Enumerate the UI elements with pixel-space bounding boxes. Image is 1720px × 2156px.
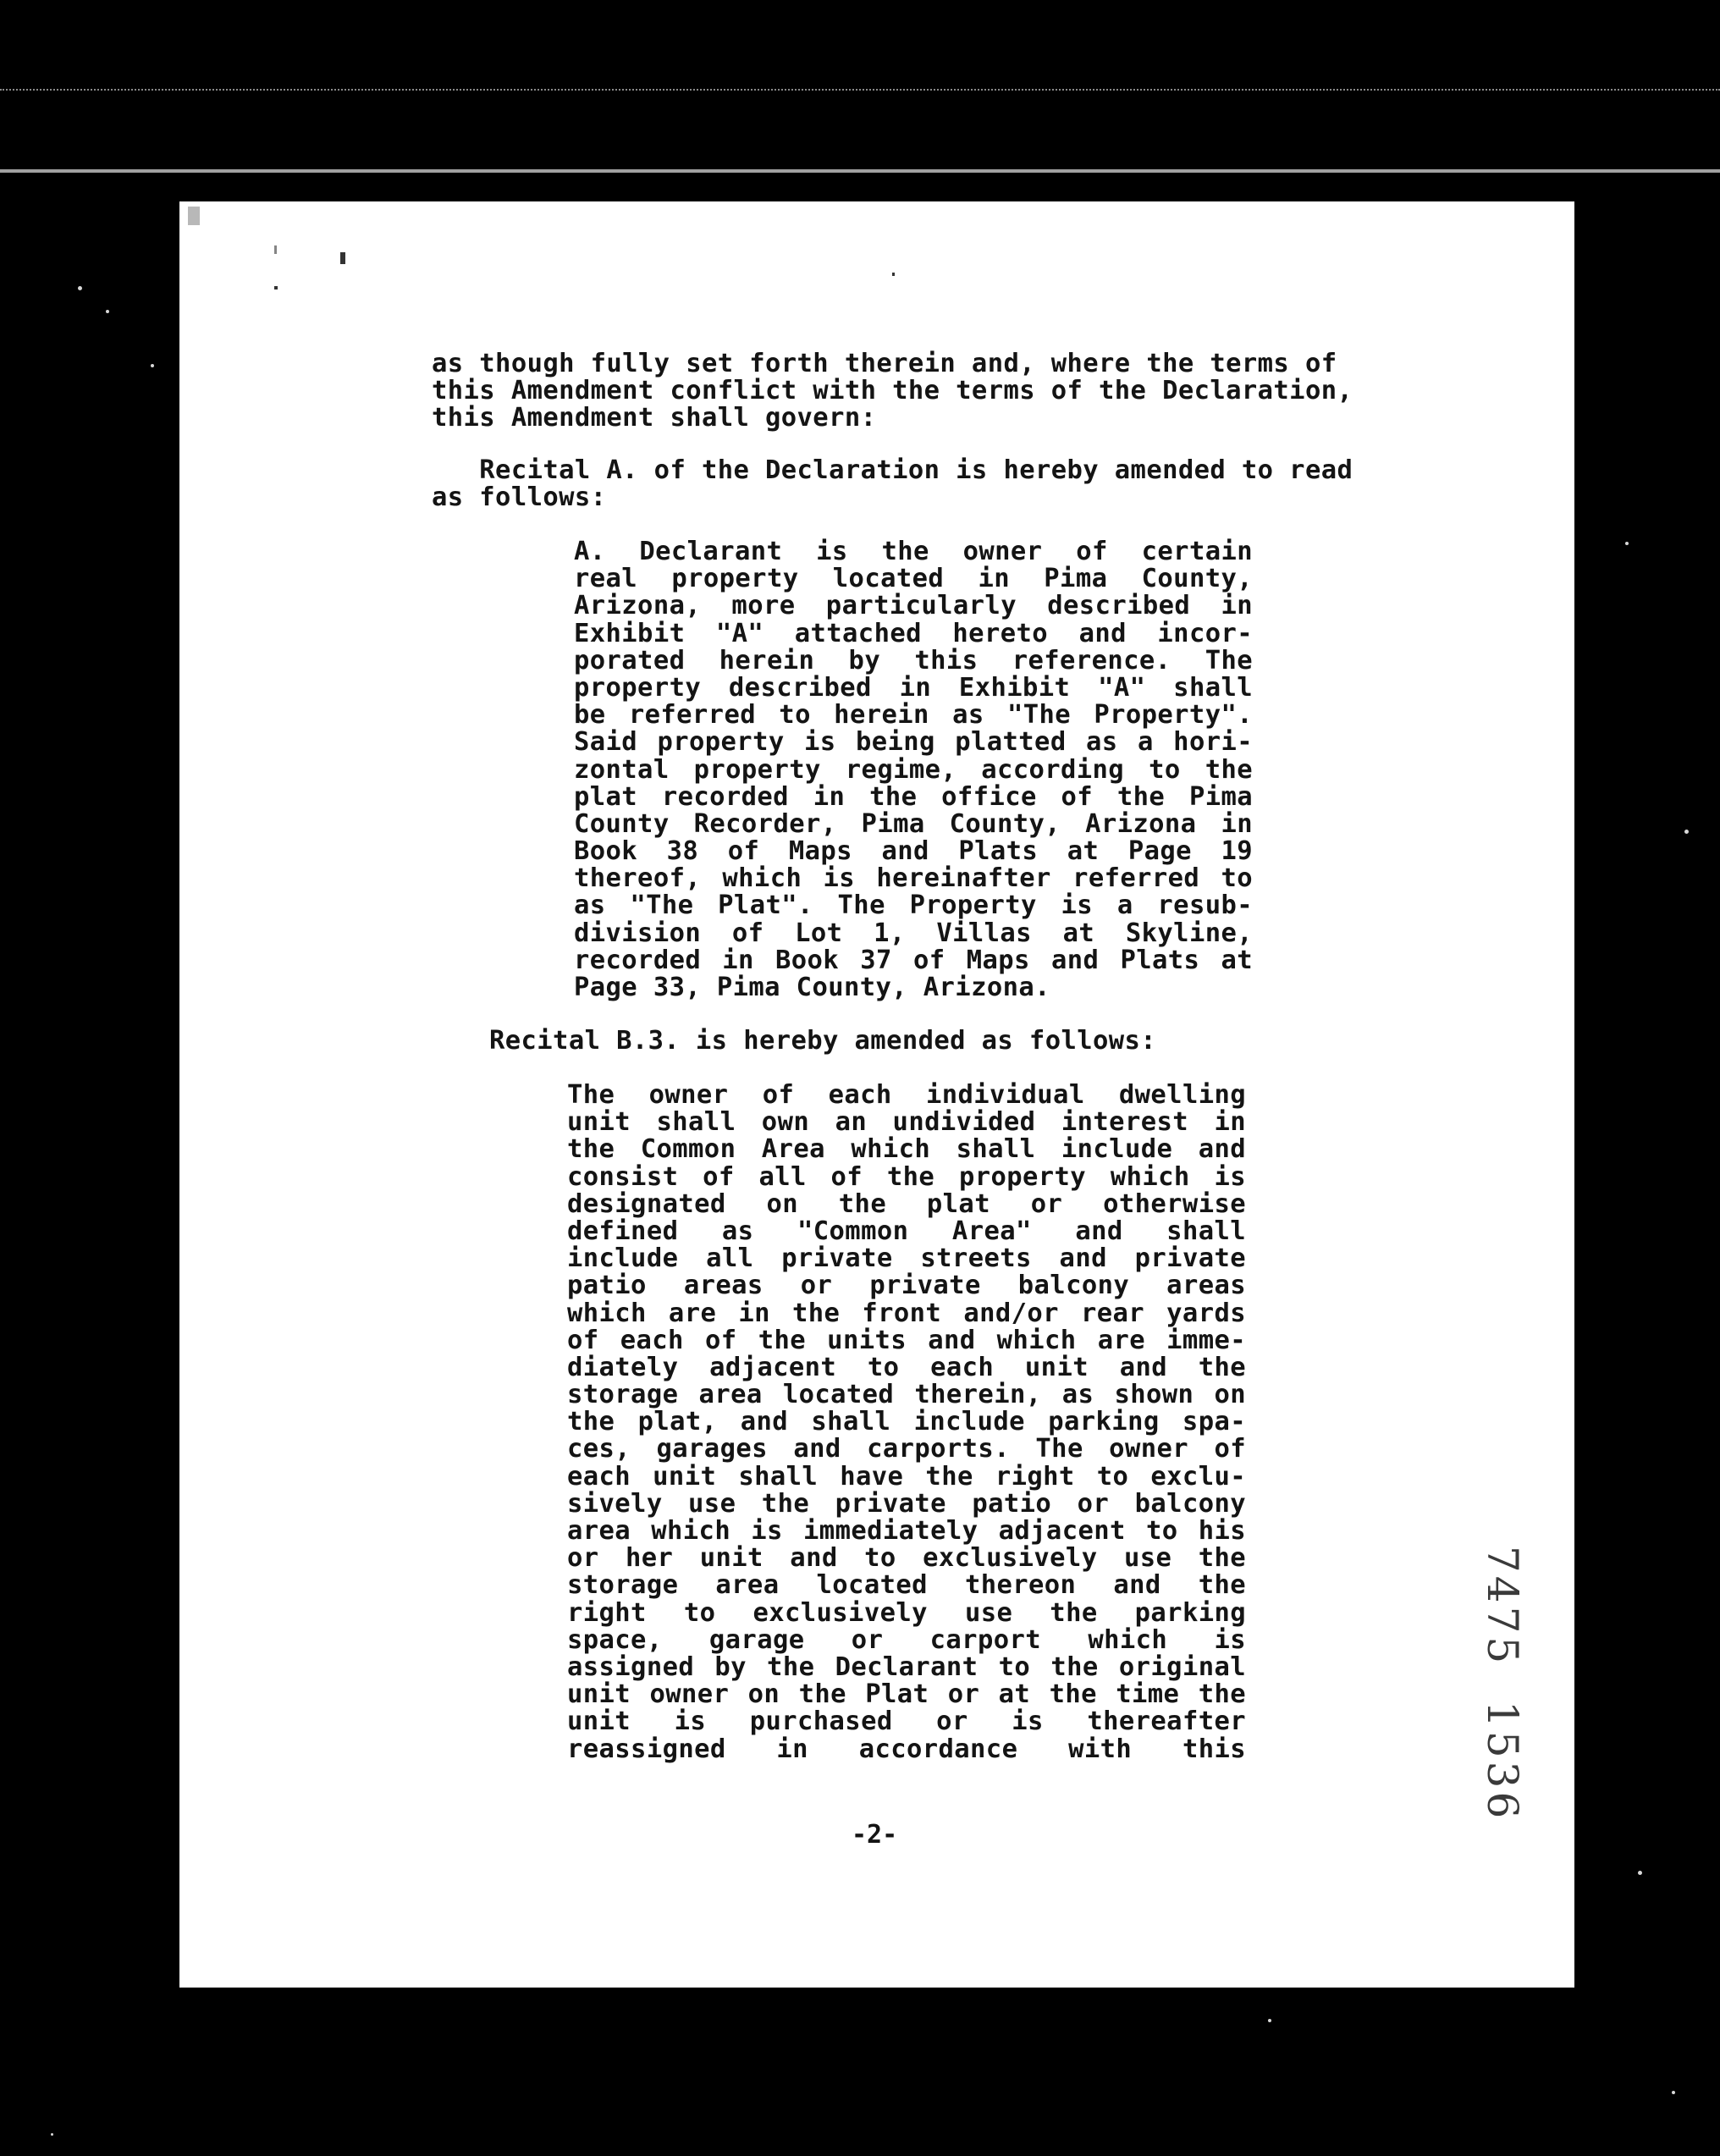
document-page [179,201,1574,1988]
text-line: plat recorded in the office of the Pima [574,783,1253,811]
scan-artifact [892,273,895,276]
text-line: Said property is being platted as a hori- [574,729,1253,757]
intro-paragraph [432,350,1417,433]
text-line: this Amendment conflict with the terms of the Declaration, [432,376,1353,406]
text-line: consist of all of the property which is [567,1163,1246,1191]
text-line: defined as "Common Area" and shall [567,1217,1246,1246]
recording-stamp-number: 7475 1536 [1478,1546,1527,1822]
text-line: unit is purchased or is thereafter [567,1708,1246,1736]
scan-edge-line [0,169,1720,173]
text-line: The owner of each individual dwelling [567,1082,1246,1110]
text-line: unit shall own an undivided interest in [567,1109,1246,1137]
text-line: space, garage or carport which is [567,1626,1246,1654]
text-line: ces, garages and carports. The owner of [567,1436,1246,1464]
text-line: as "The Plat". The Property is a resub- [574,892,1253,920]
text-line: unit owner on the Plat or at the time the [567,1681,1246,1709]
text-line: assigned by the Declarant to the original [567,1653,1246,1682]
scan-speck [106,310,109,313]
text-line: County Recorder, Pima County, Arizona in [574,810,1253,839]
text-line: the plat, and shall include parking spa- [567,1409,1246,1436]
page-number: -2- [852,1820,898,1850]
text-line: include all private streets and private [567,1245,1246,1273]
text-line: reassigned in accordance with this [567,1735,1246,1763]
scan-artifact [274,286,278,289]
text-line: as though fully set forth therein and, where the terms of [432,349,1337,378]
text-line: division of Lot 1, Villas at Skyline, [574,919,1253,947]
text-line: this Amendment shall govern: [432,403,877,433]
scan-artifact [274,245,277,254]
scan-speck [78,286,82,290]
text-line: recorded in Book 37 of Maps and Plats at [574,946,1253,974]
text-line: Recital A. of the Declaration is hereby amended to read [432,455,1353,485]
text-line: as follows: [432,482,607,513]
recital-a-paragraph [574,538,1253,1001]
text-line: Recital B.3. is hereby amended as follows: [489,1026,1157,1056]
text-line: sively use the private patio or balcony [567,1490,1246,1518]
recital-a-intro-paragraph [432,457,1417,511]
text-line: Exhibit "A" attached hereto and incor- [574,620,1253,648]
text-line: area which is immediately adjacent to his [567,1518,1246,1546]
text-line: of each of the units and which are imme- [567,1326,1246,1354]
text-line: real property located in Pima County, [574,565,1253,593]
text-line: patio areas or private balcony areas [567,1272,1246,1300]
text-line: Page 33, Pima County, Arizona. [574,974,1050,1002]
text-line: zontal property regime, according to the [574,756,1253,784]
scan-speck [1625,542,1629,545]
text-line: Arizona, more particularly described in [574,593,1253,620]
text-line: thereof, which is hereinafter referred to [574,865,1253,893]
text-line: A. Declarant is the owner of certain [574,538,1253,566]
scan-speck [1672,2091,1675,2094]
scan-artifact [340,252,345,264]
text-line: Book 38 of Maps and Plats at Page 19 [574,838,1253,866]
scan-artifact [188,207,200,225]
scan-speck [1684,830,1689,834]
text-line: property described in Exhibit "A" shall [574,674,1253,703]
text-line: storage area located therein, as shown on [567,1381,1246,1409]
text-line: each unit shall have the right to exclu- [567,1463,1246,1491]
text-line: storage area located thereon and the [567,1572,1246,1600]
text-line: porated herein by this reference. The [574,647,1253,675]
recital-b3-paragraph [567,1082,1246,1763]
text-line: be referred to herein as "The Property". [574,702,1253,730]
scan-speck [51,2133,53,2136]
scan-speck [1638,1871,1642,1875]
text-line: diately adjacent to each unit and the [567,1354,1246,1382]
scan-speck [151,364,154,367]
text-line: designated on the plat or otherwise [567,1190,1246,1218]
text-line: the Common Area which shall include and [567,1136,1246,1164]
scan-speck [1268,2019,1271,2022]
text-line: which are in the front and/or rear yards [567,1299,1246,1327]
text-line: or her unit and to exclusively use the [567,1545,1246,1573]
scan-noise-line [0,89,1720,91]
recital-b3-intro-paragraph [489,1028,1251,1055]
text-line: right to exclusively use the parking [567,1599,1246,1627]
